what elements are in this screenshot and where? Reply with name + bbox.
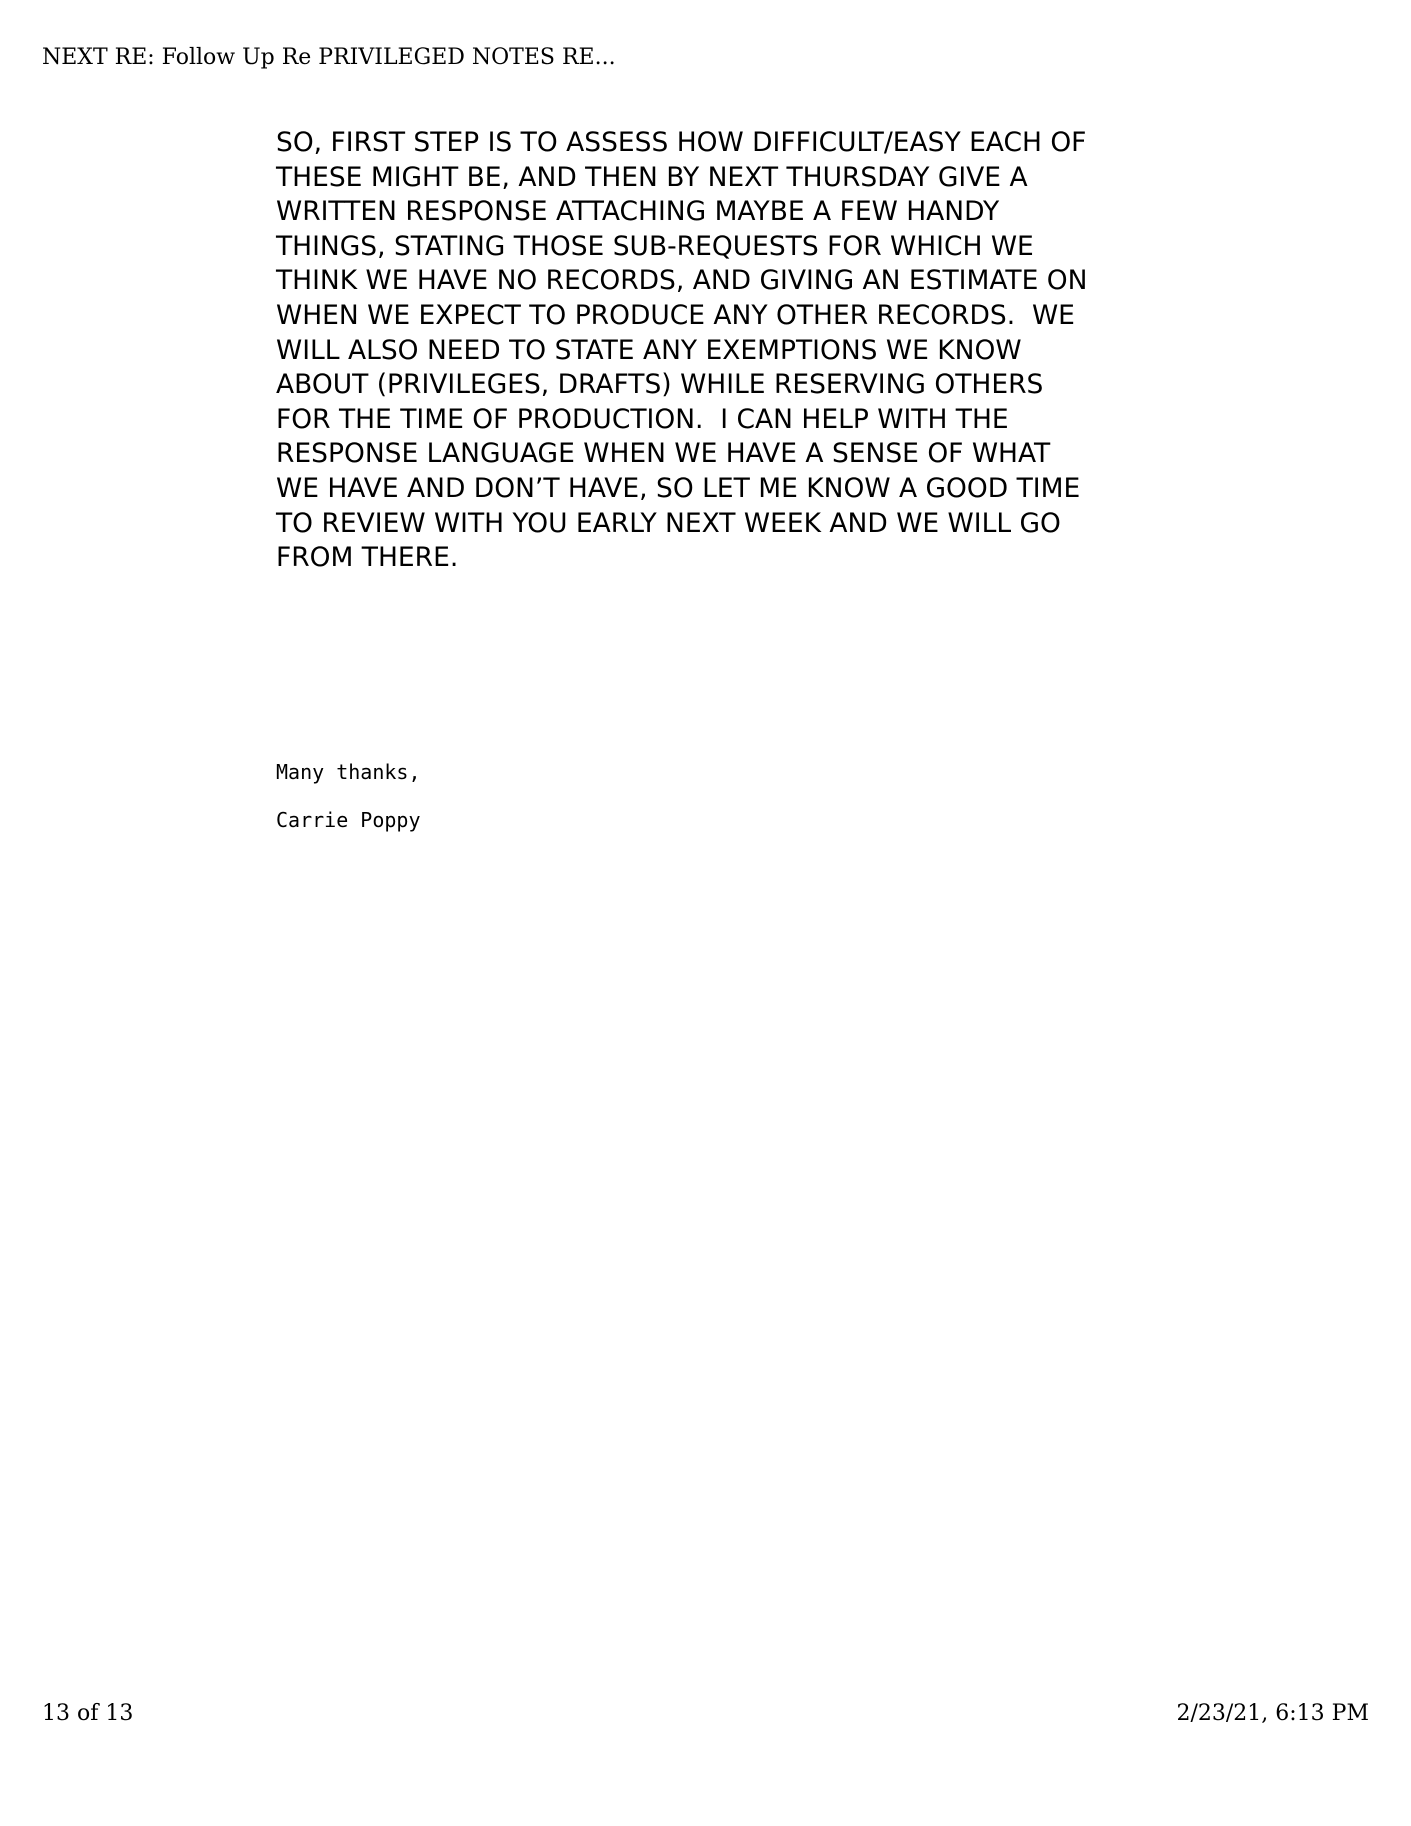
message-body-line: ABOUT (PRIVILEGES, DRAFTS) WHILE RESERVING OTHERS xyxy=(276,369,1044,401)
page-header-title: NEXT RE: Follow Up Re PRIVILEGED NOTES RE... xyxy=(42,45,616,70)
message-body-line: RESPONSE LANGUAGE WHEN WE HAVE A SENSE OF WHAT xyxy=(276,438,1051,470)
message-body-line: SO, FIRST STEP IS TO ASSESS HOW DIFFICULT/EASY EACH OF xyxy=(276,127,1087,158)
message-body-line: THINGS, STATING THOSE SUB-REQUESTS FOR WHICH WE xyxy=(276,230,1034,262)
message-body-line: WE HAVE AND DON’T HAVE, SO LET ME KNOW A GOOD TIME xyxy=(276,472,1081,504)
closing-line: Many thanks, xyxy=(276,760,421,784)
signature-name: Carrie Poppy xyxy=(276,808,421,832)
message-body-line: WILL ALSO NEED TO STATE ANY EXEMPTIONS WE KNOW xyxy=(276,334,1022,366)
message-body xyxy=(276,126,1156,576)
message-body-line: THINK WE HAVE NO RECORDS, AND GIVING AN ESTIMATE ON xyxy=(276,265,1088,297)
message-body-line: TO REVIEW WITH YOU EARLY NEXT WEEK AND WE WILL GO xyxy=(276,507,1061,539)
message-body-line: FROM THERE. xyxy=(276,542,459,574)
message-body-line: THESE MIGHT BE, AND THEN BY NEXT THURSDAY GIVE A xyxy=(276,161,1028,193)
page-number: 13 of 13 xyxy=(42,1701,134,1726)
print-timestamp: 2/23/21, 6:13 PM xyxy=(1176,1701,1369,1726)
message-body-line: WHEN WE EXPECT TO PRODUCE ANY OTHER RECORDS. WE xyxy=(276,299,1075,331)
message-body-line: FOR THE TIME OF PRODUCTION. I CAN HELP WITH THE xyxy=(276,403,1009,435)
message-body-line: WRITTEN RESPONSE ATTACHING MAYBE A FEW HANDY xyxy=(276,196,1000,228)
